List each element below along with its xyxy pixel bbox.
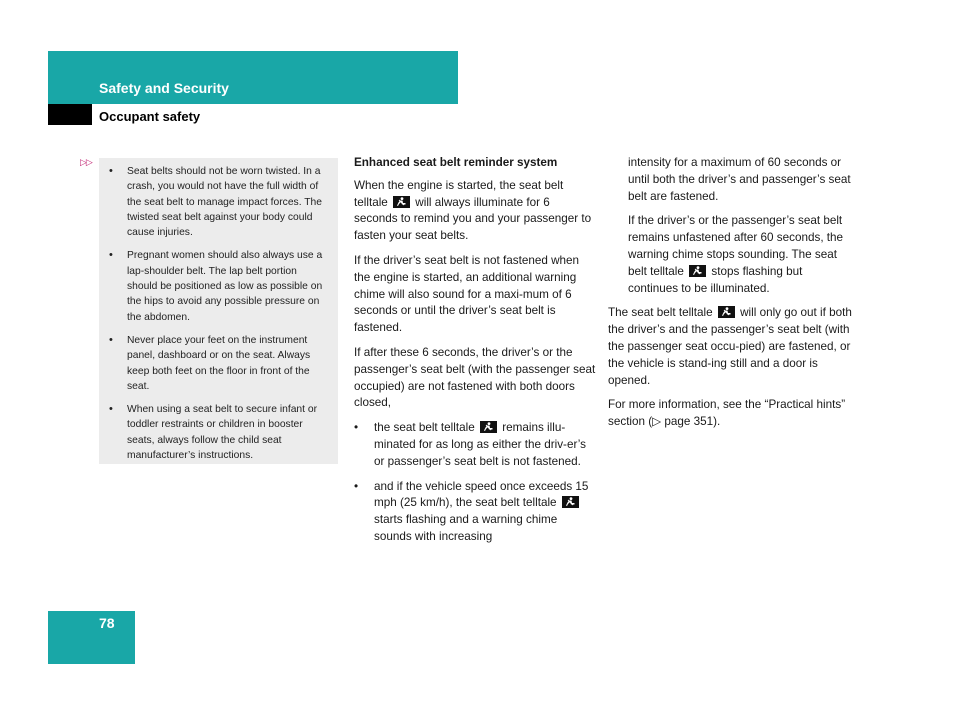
continued-icon: ▷▷ (80, 157, 92, 167)
warning-item: • When using a seat belt to secure infant or toddler restraints or children in booster seats, always follow the child seat manufacturer’s instructions. (107, 402, 330, 463)
text: stops flashing but continues to be illuminated. (628, 264, 803, 295)
warning-box (99, 158, 338, 464)
paragraph (354, 178, 596, 245)
text: and if the vehicle speed once exceeds 15 mph (25 km/h), the seat belt telltale (374, 479, 589, 510)
cross-reference-paragraph[interactable]: For more information, see the “Practical hints” section (▷ page 351). (608, 398, 846, 429)
text: If the driver’s or the passenger’s seat belt remains unfastened after 60 seconds, the warning chime stops sounding. The seat belt telltale (628, 214, 844, 278)
page-number: 78 (99, 615, 115, 631)
column-right (608, 155, 852, 439)
warning-item: • Never place your feet on the instrument panel, dashboard or on the seat. Always keep both feet on the floor in front of the seat. (107, 333, 330, 394)
text: starts flashing and a warning chime sounds with increasing (374, 513, 558, 543)
list-item-subparagraph (608, 213, 852, 297)
seat-belt-telltale-icon (480, 421, 497, 433)
warning-item: • Seat belts should not be worn twisted. In a crash, you would not have the full width of the seat belt to manage impact forces. The twisted seat belt against your body could cause injuries. (107, 164, 330, 240)
bullet-icon: • (354, 479, 359, 493)
bullet-icon: • (354, 421, 359, 435)
text: The seat belt telltale (608, 306, 713, 320)
page-number-box (48, 611, 135, 664)
paragraph (608, 305, 852, 389)
list-item (354, 479, 596, 546)
text: the seat belt telltale (374, 421, 475, 435)
text: When the engine is started, the seat belt telltale (354, 178, 564, 209)
seat-belt-telltale-icon (562, 496, 579, 508)
text: remains illu-minated for as long as either the driv-er’s or passenger’s seat belt is not fastened. (374, 421, 586, 468)
warning-item: • Pregnant women should also always use a lap-shoulder belt. The lap belt portion should be positioned as low as possible on the hips to avoid any possible pressure on the abdomen. (107, 248, 330, 324)
section-marker (48, 104, 92, 125)
section-heading: Enhanced seat belt reminder system (354, 156, 558, 169)
paragraph: If the driver’s seat belt is not fastened when the engine is started, an additional warning chime will also sound for a maxi-mum of 6 seconds or until the driver’s seat belt is fastened. (354, 253, 580, 335)
warning-list (107, 164, 330, 463)
text: will only go out if both the driver’s and the passenger’s seat belt (with the passenger seat occu-pied) are fastened, or the vehicle is stand-ing still and a door is opened. (608, 306, 852, 387)
list-item-continued: intensity for a maximum of 60 seconds or until both the driver’s and passenger’s seat belt are fastened. (628, 156, 851, 203)
seat-belt-telltale-icon (393, 196, 410, 208)
seat-belt-telltale-icon (689, 265, 706, 277)
column-middle (354, 155, 596, 554)
subsection-title: Occupant safety (99, 109, 201, 124)
section-title: Safety and Security (99, 80, 229, 96)
text: will always illuminate for 6 seconds to remind you and your passenger to fasten your seat belts. (354, 195, 592, 243)
header-bar (48, 51, 458, 104)
paragraph: If after these 6 seconds, the driver’s or the passenger’s seat belt (with the passenger seat occupied) are not fastened with both doors closed, (354, 345, 596, 410)
seat-belt-telltale-icon (718, 306, 735, 318)
list-item (354, 420, 596, 470)
